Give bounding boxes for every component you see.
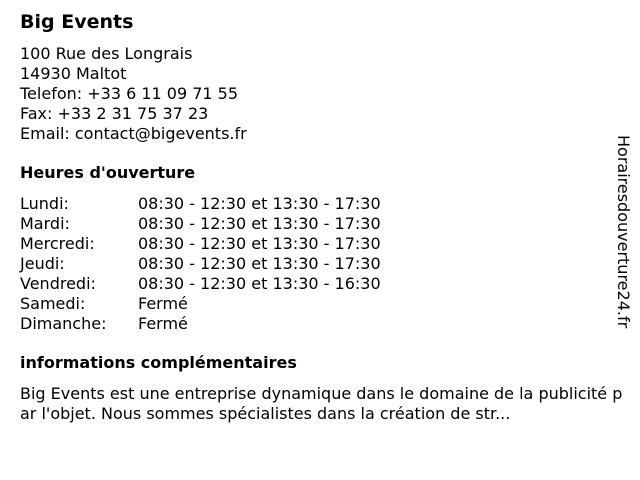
day-label: Vendredi: <box>20 274 96 293</box>
address-line-2: 14930 Maltot <box>20 64 127 83</box>
business-card <box>20 0 632 424</box>
hours-row-sunday <box>20 314 632 334</box>
day-label: Samedi: <box>20 294 86 313</box>
site-watermark: Horairesdouverture24.fr <box>614 135 633 329</box>
opening-hours-heading: Heures d'ouverture <box>20 163 196 182</box>
address-line-1: 100 Rue des Longrais <box>20 44 193 63</box>
day-label: Mardi: <box>20 214 70 233</box>
hours-row-monday <box>20 194 632 214</box>
contact-block <box>20 44 632 144</box>
day-hours: 08:30 - 12:30 et 13:30 - 17:30 <box>138 234 381 253</box>
hours-row-friday <box>20 274 632 294</box>
additional-info-heading: informations complémentaires <box>20 353 297 372</box>
company-name: Big Events <box>20 11 134 33</box>
day-label: Jeudi: <box>20 254 65 273</box>
hours-row-wednesday <box>20 234 632 254</box>
day-label: Dimanche: <box>20 314 107 333</box>
day-hours: 08:30 - 12:30 et 13:30 - 17:30 <box>138 254 381 273</box>
hours-row-saturday <box>20 294 632 314</box>
additional-info-text: Big Events est une entreprise dynamique dans le domaine de la publicité par l'objet. Nous sommes spécialistes dans la création de str... <box>20 384 623 423</box>
fax-number: Fax: +33 2 31 75 37 23 <box>20 104 209 123</box>
email-address: Email: contact@bigevents.fr <box>20 124 247 143</box>
day-label: Lundi: <box>20 194 69 213</box>
day-hours: 08:30 - 12:30 et 13:30 - 17:30 <box>138 194 381 213</box>
day-hours: Fermé <box>138 314 188 333</box>
opening-hours-table <box>20 194 632 334</box>
phone-number: Telefon: +33 6 11 09 71 55 <box>20 84 239 103</box>
hours-row-tuesday <box>20 214 632 234</box>
day-label: Mercredi: <box>20 234 95 253</box>
day-hours: Fermé <box>138 294 188 313</box>
hours-row-thursday <box>20 254 632 274</box>
day-hours: 08:30 - 12:30 et 13:30 - 16:30 <box>138 274 381 293</box>
day-hours: 08:30 - 12:30 et 13:30 - 17:30 <box>138 214 381 233</box>
